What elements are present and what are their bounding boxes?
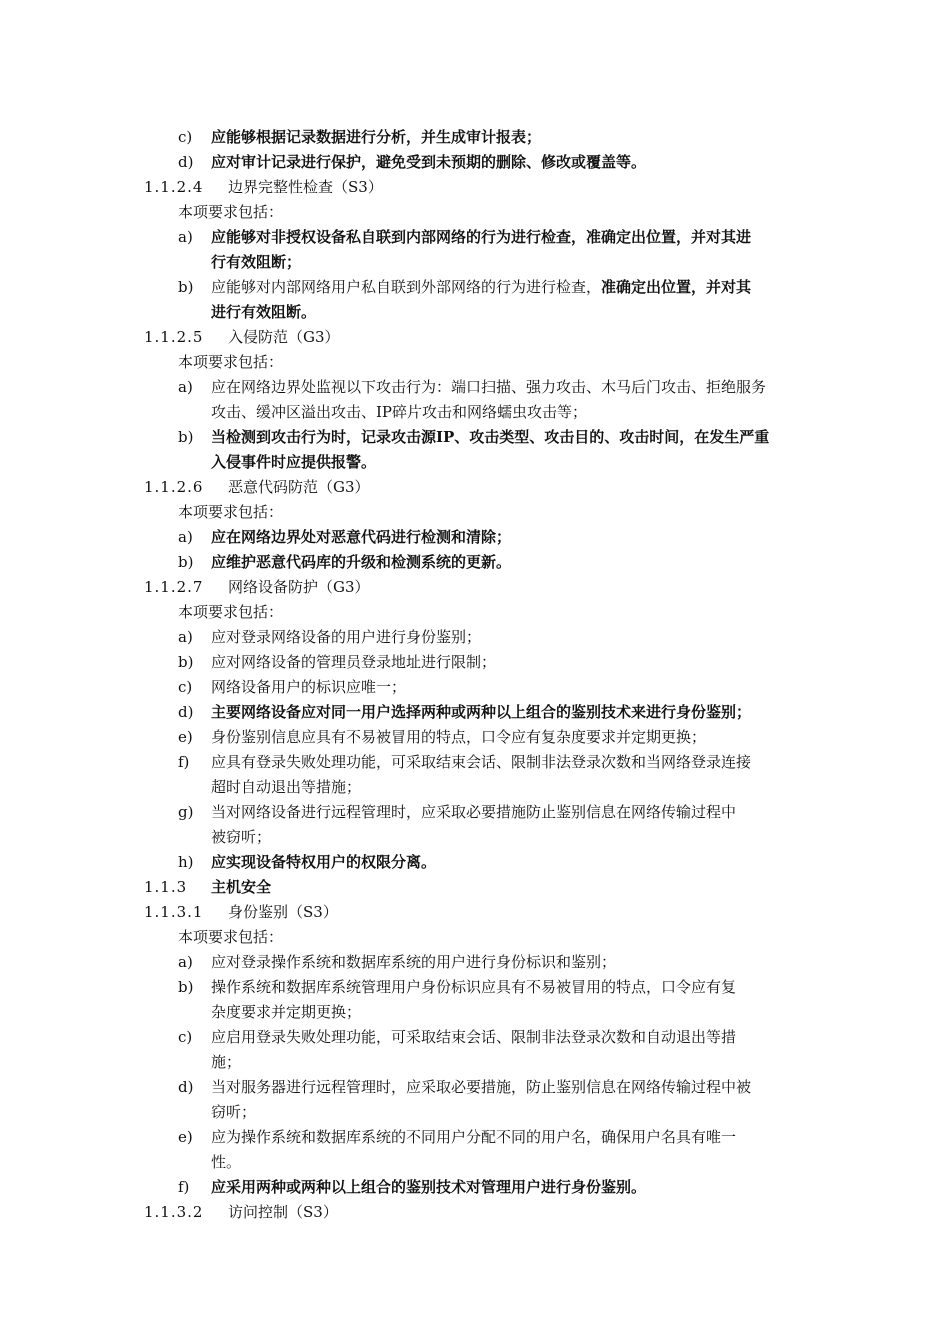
item-text: 攻击、缓冲区溢出攻击、IP碎片攻击和网络蠕虫攻击等； xyxy=(211,403,588,421)
item-label: e) xyxy=(178,728,193,746)
item-text: 应具有登录失败处理功能，可采取结束会话、限制非法登录次数和当网络登录连接 xyxy=(211,753,752,771)
subsection-heading xyxy=(0,475,950,500)
item-text: 应在网络边界处监视以下攻击行为：端口扫描、强力攻击、木马后门攻击、拒绝服务 xyxy=(211,378,767,396)
heading-number: 1.1.2.5 xyxy=(144,328,204,346)
item-text: 应实现设备特权用户的权限分离。 xyxy=(211,853,437,871)
heading-number: 1.1.3 xyxy=(144,878,188,896)
heading-number: 1.1.2.4 xyxy=(144,178,204,196)
heading-title: 身份鉴别（S3） xyxy=(228,903,338,921)
item-text: 应对审计记录进行保护，避免受到未预期的删除、修改或覆盖等。 xyxy=(211,153,647,171)
item-text xyxy=(211,275,751,300)
item-text-bold: 准确定出位置，并对其 xyxy=(601,278,752,296)
item-text: 应在网络边界处对恶意代码进行检测和清除； xyxy=(211,528,512,546)
list-item xyxy=(0,850,950,875)
item-text: 应对登录操作系统和数据库系统的用户进行身份标识和鉴别； xyxy=(211,953,617,971)
item-text: 应启用登录失败处理功能，可采取结束会话、限制非法登录次数和自动退出等措 xyxy=(211,1028,737,1046)
list-item xyxy=(0,700,950,725)
item-label: a) xyxy=(178,628,193,646)
list-item-continuation xyxy=(0,400,950,425)
heading-number: 1.1.3.1 xyxy=(144,903,204,921)
item-label: c) xyxy=(178,1028,193,1046)
item-text: 杂度要求并定期更换； xyxy=(211,1003,362,1021)
list-item-continuation xyxy=(0,1000,950,1025)
section-heading xyxy=(0,875,950,900)
list-item xyxy=(0,150,950,175)
list-item xyxy=(0,800,950,825)
heading-title: 访问控制（S3） xyxy=(228,1203,338,1221)
subsection-heading xyxy=(0,175,950,200)
list-item-continuation xyxy=(0,450,950,475)
list-item-continuation xyxy=(0,1050,950,1075)
item-label: a) xyxy=(178,528,193,546)
item-text: 当对服务器进行远程管理时，应采取必要措施，防止鉴别信息在网络传输过程中被 xyxy=(211,1078,752,1096)
list-item xyxy=(0,375,950,400)
list-item xyxy=(0,950,950,975)
list-item xyxy=(0,1125,950,1150)
item-text: 行有效阻断； xyxy=(211,253,302,271)
list-item xyxy=(0,1075,950,1100)
item-text-regular: 应能够对内部网络用户私自联到外部网络的行为进行检查， xyxy=(211,278,602,296)
list-item-continuation xyxy=(0,300,950,325)
subsection-heading xyxy=(0,575,950,600)
intro-text: 本项要求包括： xyxy=(178,203,284,221)
item-label: b) xyxy=(178,428,194,446)
item-label: b) xyxy=(178,278,194,296)
item-text: 应能够根据记录数据进行分析，并生成审计报表； xyxy=(211,128,542,146)
item-label: b) xyxy=(178,978,194,996)
list-item-continuation xyxy=(0,1100,950,1125)
section-intro xyxy=(0,200,950,225)
item-text: 应对登录网络设备的用户进行身份鉴别； xyxy=(211,628,482,646)
item-text: 应能够对非授权设备私自联到内部网络的行为进行检查，准确定出位置，并对其进 xyxy=(211,228,752,246)
item-label: g) xyxy=(178,803,194,821)
item-label: h) xyxy=(178,853,194,871)
item-text: 性。 xyxy=(211,1153,242,1171)
item-label: a) xyxy=(178,378,193,396)
subsection-heading xyxy=(0,325,950,350)
item-label: b) xyxy=(178,653,194,671)
item-text: 操作系统和数据库系统管理用户身份标识应具有不易被冒用的特点，口令应有复 xyxy=(211,978,737,996)
item-label: d) xyxy=(178,703,194,721)
intro-text: 本项要求包括： xyxy=(178,353,284,371)
item-label: a) xyxy=(178,228,193,246)
subsection-heading xyxy=(0,900,950,925)
list-item xyxy=(0,725,950,750)
item-label: d) xyxy=(178,1078,194,1096)
item-text: 身份鉴别信息应具有不易被冒用的特点，口令应有复杂度要求并定期更换； xyxy=(211,728,707,746)
list-item-continuation xyxy=(0,1150,950,1175)
heading-title: 边界完整性检查（S3） xyxy=(228,178,383,196)
item-label: a) xyxy=(178,953,193,971)
list-item xyxy=(0,975,950,1000)
list-item xyxy=(0,1025,950,1050)
list-item xyxy=(0,625,950,650)
heading-number: 1.1.2.6 xyxy=(144,478,204,496)
list-item xyxy=(0,525,950,550)
list-item-continuation xyxy=(0,250,950,275)
item-text: 窃听； xyxy=(211,1103,257,1121)
list-item-continuation xyxy=(0,825,950,850)
heading-title: 恶意代码防范（G3） xyxy=(228,478,370,496)
list-item xyxy=(0,650,950,675)
item-label: f) xyxy=(178,1178,190,1196)
item-label: f) xyxy=(178,753,190,771)
list-item xyxy=(0,750,950,775)
item-text: 被窃听； xyxy=(211,828,272,846)
item-text: 进行有效阻断。 xyxy=(211,303,317,321)
heading-title: 主机安全 xyxy=(211,878,272,896)
list-item xyxy=(0,1175,950,1200)
item-text: 应维护恶意代码库的升级和检测系统的更新。 xyxy=(211,553,512,571)
list-item xyxy=(0,675,950,700)
intro-text: 本项要求包括： xyxy=(178,603,284,621)
item-text: 网络设备用户的标识应唯一； xyxy=(211,678,407,696)
item-text: 应为操作系统和数据库系统的不同用户分配不同的用户名，确保用户名具有唯一 xyxy=(211,1128,737,1146)
list-item xyxy=(0,550,950,575)
heading-number: 1.1.2.7 xyxy=(144,578,204,596)
intro-text: 本项要求包括： xyxy=(178,503,284,521)
heading-number: 1.1.3.2 xyxy=(144,1203,204,1221)
item-text: 应采用两种或两种以上组合的鉴别技术对管理用户进行身份鉴别。 xyxy=(211,1178,647,1196)
section-intro xyxy=(0,600,950,625)
list-item xyxy=(0,225,950,250)
section-intro xyxy=(0,350,950,375)
list-item xyxy=(0,425,950,450)
intro-text: 本项要求包括： xyxy=(178,928,284,946)
item-text: 当检测到攻击行为时，记录攻击源IP、攻击类型、攻击目的、攻击时间，在发生严重 xyxy=(211,428,770,446)
item-label: c) xyxy=(178,128,193,146)
item-label: b) xyxy=(178,553,194,571)
section-intro xyxy=(0,500,950,525)
heading-title: 网络设备防护（G3） xyxy=(228,578,370,596)
item-label: e) xyxy=(178,1128,193,1146)
list-item xyxy=(0,125,950,150)
item-text: 入侵事件时应提供报警。 xyxy=(211,453,377,471)
item-text: 主要网络设备应对同一用户选择两种或两种以上组合的鉴别技术来进行身份鉴别； xyxy=(211,703,752,721)
list-item xyxy=(0,275,950,300)
item-text: 超时自动退出等措施； xyxy=(211,778,362,796)
section-intro xyxy=(0,925,950,950)
heading-title: 入侵防范（G3） xyxy=(228,328,340,346)
item-text: 应对网络设备的管理员登录地址进行限制； xyxy=(211,653,497,671)
item-label: c) xyxy=(178,678,193,696)
item-text: 施； xyxy=(211,1053,242,1071)
list-item-continuation xyxy=(0,775,950,800)
subsection-heading xyxy=(0,1200,950,1225)
item-label: d) xyxy=(178,153,194,171)
item-text: 当对网络设备进行远程管理时，应采取必要措施防止鉴别信息在网络传输过程中 xyxy=(211,803,737,821)
